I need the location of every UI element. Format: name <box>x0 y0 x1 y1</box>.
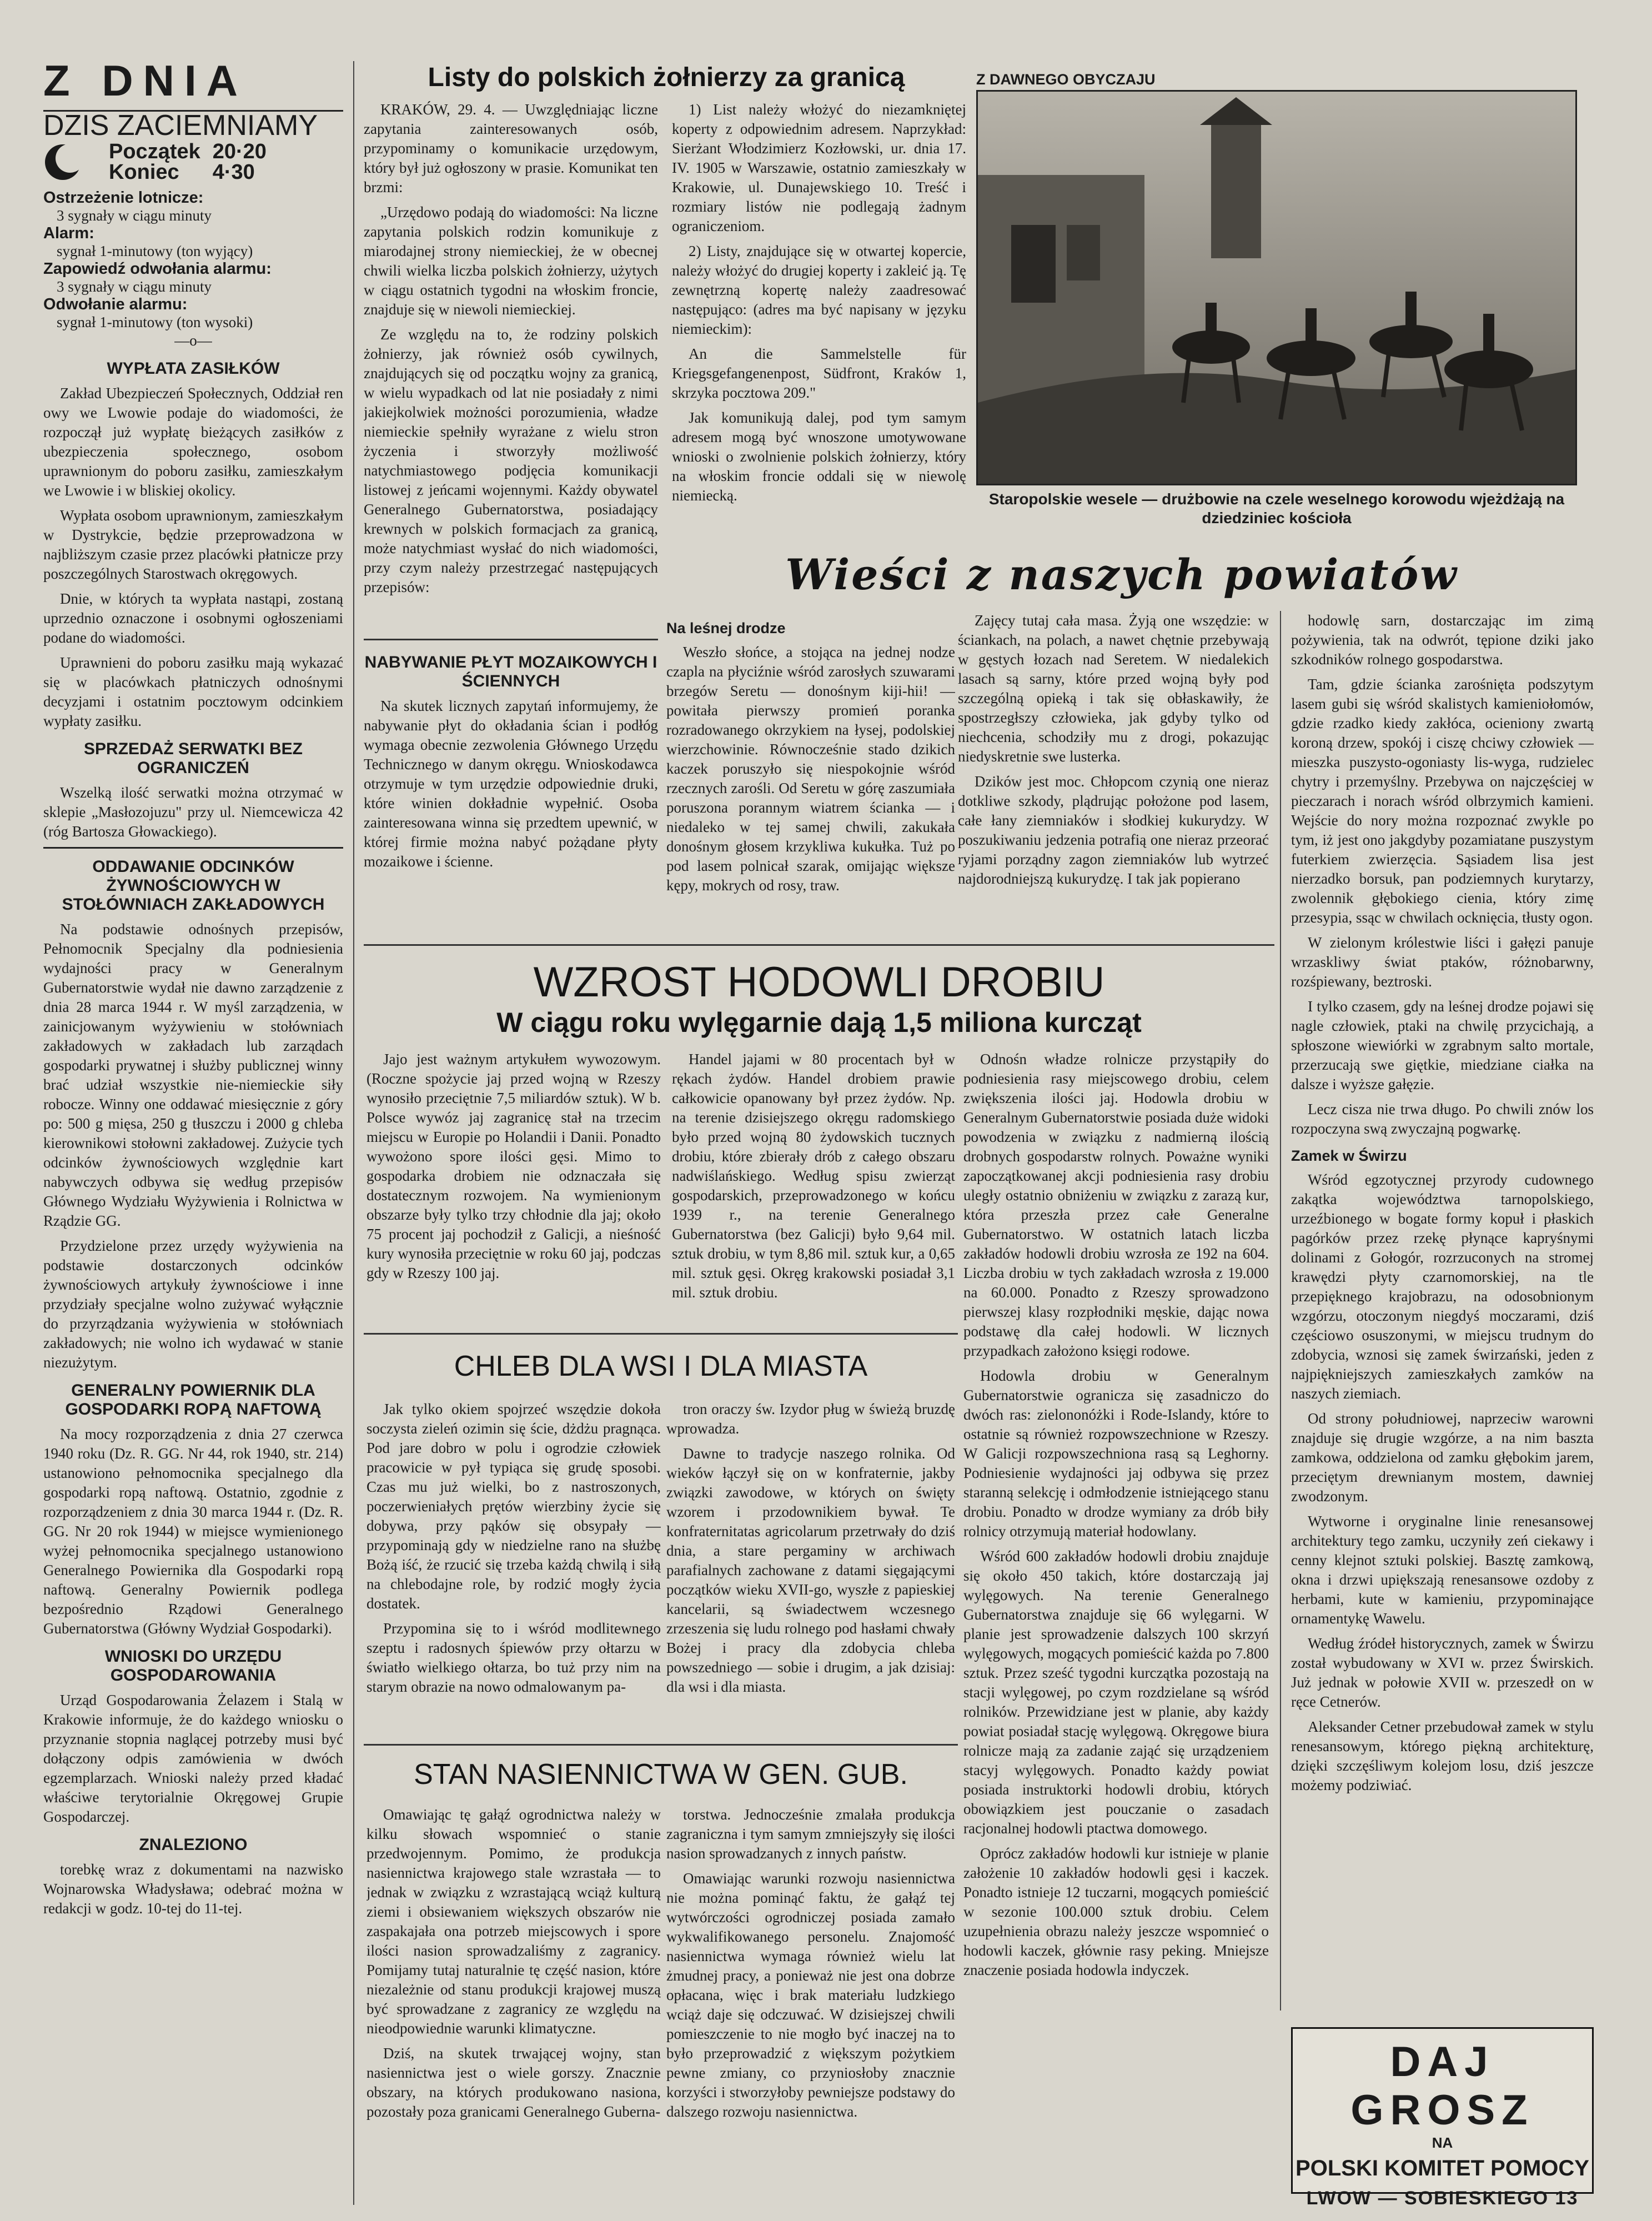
blackout-heading: DZIS ZACIEMNIAMY <box>43 109 318 142</box>
alarm-list <box>43 189 343 331</box>
bread-rule <box>364 1333 958 1335</box>
paragraph: Oprócz zakładów hodowli kur istnieje w planie założenie 10 zakładów hodowli gęsi i kaczek. Ponadto istnieje 12 tuczarni, mogących pomieścić w sezonie 100.000 sztuk drobiu. Celem uzupełnienia obrazu należy jeszcze wspomnieć o hodowli kaczek, głównie rasy peking. Mniejsze znaczenie posiada hodowla indyczek. <box>963 1845 1269 1978</box>
paragraph: Według źródeł historycznych, zamek w Świrzu został wybudowany w XVI w. przez Świrskich. Już jednak w połowie XVII w. przeszedł on w ręce Cetnerów. <box>1291 1635 1594 1710</box>
bread-col-2 <box>666 1400 955 1733</box>
news-col-3 <box>1291 611 1594 2022</box>
paragraph: W zielonym królestwie liści i gałęzi panuje wrzaskliwy świat ptaków, różnobarwny, rozśpiewany, beztroski. <box>1291 934 1594 990</box>
news-col-1 <box>666 611 955 944</box>
paragraph: Jak tylko okiem spojrzeć wszędzie dokoła soczysta zieleń ozimin się ście, dżdżu pragnąca. Pod jare dobro w polu i ogrodzie człowiek pracowicie w pył typiąca się grudę sposobi. Czas mu już wielki, bo z nastroszonych, poczerwieniałych prętów wierzbiny życie się dobywa, przy pąków się obsypały — przypominają gdy w niedzielne rano na służbę Bożą iść, że rzucić się trzeba każdą chwilą i siłą na chlebodajne role, by rodzić mogły życia dostatek. <box>366 1401 661 1612</box>
wedding-illustration <box>976 90 1577 485</box>
seeds-rule <box>364 1744 958 1746</box>
paragraph: Dnie, w których ta wypłata nastąpi, zostaną uprzednio oznaczone i osobnymi ogłoszeniami podane do wiadomości. <box>43 590 343 646</box>
paragraph: Na skutek licznych zapytań informujemy, że nabywanie płyt do okładania ścian i podłóg wymaga obecnie zezwolenia Głównego Urzędu Technicznego w danym okręgu. Wnioskodawca otrzymuje w tym urzędzie odpowiednie druki, które winien dokładnie wypełnić. Osoba zainteresowana winna się przedtem upewnić, w której firmie można nabyć pożądane płyty mozaikowe i ścienne. <box>364 698 658 870</box>
end-label: Koniec <box>109 161 179 184</box>
paragraph: tron oraczy św. Izydor pług w świeżą bruzdę wprowadza. <box>666 1401 955 1437</box>
ad-line: DAJ GROSZ <box>1350 2038 1534 2134</box>
letters-col-2 <box>672 100 966 533</box>
paragraph: Omawiając tę gałąź ogrodnictwa należy w kilku słowach wspomnieć o stanie przedwojennym. Pomimo, że produkcja nasiennictwa krajowego stale wzrastała — to jednak w związku z wzrastającą wciąż kulturą ziemi i obsiewaniem większych obszarów nie zaspakajała ona potrzeb miejscowych i spore ilości nasion sprowadzaliśmy z zagranicy. Pomijamy tutaj naturalnie tę część nasion, które niezależnie od stanu produkcji krajowej muszą być sprowadzane z zagranicy ze względu na nieodpowiednie warunki klimatyczne. <box>366 1806 661 2037</box>
paragraph: Wśród 600 zakładów hodowli drobiu znajduje się około 450 takich, które dostarczają jaj wylęgowych. Na terenie Generalnego Gubernatorstwa znajduje się 66 wylęgarni. W planie jest sprowadzenie dalszych 100 skrzyń wylęgowych, mogących pomieścić każda po 7.800 sztuk. Przez sześć tygodni kurczątka pozostają na stacji wylęgowej, po czym rozdzielane są wśród rolników. Przewidziane jest w planie, aby każdy powiat posiadał stację wylęgową. Okręgowe biura rolnicze mają za zadanie zająć się urządzeniem stacyj wylęgowych. Ponadto każdy powiat posiada instruktorki hodowli drobiu, których obowiązkiem jest pouczanie o zasadach racjonalnej hodowli ptactwa domowego. <box>963 1548 1269 1837</box>
poultry-col-2 <box>672 1050 955 1327</box>
paragraph: Tam, gdzie ścianka zarośnięta podszytym lasem gubi się wśród skalistych kamieniołomów, gdzie rzadko kiedy zakłóca, ocieniony zwartą koroną drzew, spokój i ciszę chciwy człowiek — mieszka puszysto-ogoniasty lis-wyga, rudzielec chytry i przemyślny. Przebywa on najczęściej w pieczarach i norach wśród olbrzymich kamieni. Wejście do nory można rozpoznać zwykle po tym, iż jest ono jakgdyby pozamiatane puszystym futerkiem zwierzęcia. Sąsiadem lisa jest nierzadko borsuk, pan podziemnych kurytarzy, zwolennik głębokiego cienia, który zimę przesypia, ssąc w chwilach ocknięcia, tłusty ogon. <box>1291 676 1594 926</box>
ad-line: NA <box>1432 2134 1453 2151</box>
tiles-column <box>364 644 658 933</box>
ad-line: LWOW — SOBIESKIEGO 13 <box>1306 2188 1579 2209</box>
paragraph: Aleksander Cetner przebudował zamek w stylu renesansowym, którego piękną architekturę, dzięki szczęśliwym kolejom losu, dziś jeszcze możemy podziwiać. <box>1291 1718 1594 1793</box>
paragraph: I tylko czasem, gdy na leśnej drodze pojawi się nagle człowiek, ptaki na chwilę przycichają, a spłoszone wiewiórki w zgrabnym salto mortale, przerzucają swe giętkie, miedziane ciałka na dalsze i wyższe gałęzie. <box>1291 998 1594 1092</box>
bread-col-1 <box>366 1400 661 1733</box>
paragraph: Jak komunikują dalej, pod tym samym adresem mogą być wnoszone umotywowane wnioski o zwolnienie polskich żołnierzy, który na włoskim froncie oddali się w niewolę niemiecką. <box>672 409 966 504</box>
seeds-col-2 <box>666 1805 955 2205</box>
letters-headline: Listy do polskich żołnierzy za granicą <box>428 63 905 92</box>
seeds-headline: STAN NASIENNICTWA W GEN. GUB. <box>414 1758 908 1791</box>
section-heading: SPRZEDAŻ SERWATKI BEZ OGRANICZEŃ <box>84 740 303 777</box>
paragraph: Wypłata osobom uprawnionym, zamieszkałym w Dystrykcie, będzie przeprowadzona w najbliższym czasie przez placówki płatnicze przy poszczególnych Starostwach okręgowych. <box>43 507 343 582</box>
paragraph: Dzików jest moc. Chłopcom czynią one nieraz dotkliwe szkody, plądrując położone pod lasem, całe łany ziemniaków i słodkiej kukurydzy. W poszukiwaniu jedzenia potrafią one nieraz przeorać ryjami porządny zagon ziemniaków lub wytrzeć najdorodniejszą kukurydzę. I tak jak popierano <box>958 773 1269 887</box>
relief-committee-ad <box>1291 2027 1594 2209</box>
photo-caption: Staropolskie wesele — drużbowie na czele weselnego korowodu wjeżdżają na dziedziniec kościoła <box>988 490 1565 527</box>
left-column <box>43 56 343 2205</box>
poultry-subheadline: W ciągu roku wylęgarnie dają 1,5 miliona kurcząt <box>496 1007 1142 1038</box>
section-heading: WNIOSKI DO URZĘDU GOSPODAROWANIA <box>104 1647 282 1684</box>
news-headline: Wieści z naszych powiatów <box>785 550 1458 599</box>
paragraph: Hodowla drobiu w Generalnym Gubernatorstwie ogranicza się zasadniczo do dwóch ras: zielononóżki i Rode-Islandy, które to ostatnie są również rozpowszechnione w Rzeszy. W Galicji rozpowszechniona rasą są Leghorny. Podniesienie wydajności jaj odbywa się przez staranną selekcję i odmłodzenie istniejącego stanu drobiu. Ponadto w drodze wymiany za drób biły rolnicy otrzymują materiał hodowlany. <box>963 1367 1269 1540</box>
paragraph: Na podstawie odnośnych przepisów, Pełnomocnik Specjalny dla podniesienia wydajności pracy w Generalnym Gubernatorstwie wydał nie dawno zarządzenie z dnia 28 marca 1944 r. W myśl zarządzenia, w zainicjowanym wyżywieniu w stołówniach zakładowych w zakładach lub zarządach gospodarki prywatnej i służby publicznej winny brać udział wszystkie nie-niemieckie siły robocze. Winny one oddawać miesięcznie z góry po: 500 g mięsa, 250 g tłuszczu i 2000 g chleba kierownikowi stołowni zakładowej. Zużycie tych odcinków żywnościowych względnie kart nabywczych odbywa się według przepisów Głównego Wydziału Wyżywienia i Rolnictwa w Rządzie GG. <box>43 921 343 1229</box>
column-divider <box>1280 611 1281 2011</box>
ornament: —o— <box>174 332 212 349</box>
paragraph: Omawiając warunki rozwoju nasiennictwa nie można pominąć faktu, że gałąź tej wytwórczości ogrodniczej posiada zamało wykwalifikowanego personelu. Znajomość nasiennictwa wymaga również wielu lat żmudnej pracy, a ponieważ nie jest ona dobrze opłacana, więc i brak materiału ludzkiego wciąż daje się odczuwać. W dzisiejszej chwili pomieszczenie to nie mogło być inaczej na to było przeprowadzić z większym pożytkiem pewne zmiany, co przyniosłoby znacznie korzyści i stworzyłoby pewniejsze podstawy do dalszego rozwoju nasiennictwa. <box>666 1870 955 2120</box>
paragraph: hodowlę sarn, dostarczając im zimą pożywienia, tak na odwrót, tępione dziki jako szkodników rolnego gospodarstwa. <box>1291 612 1594 668</box>
paragraph: Przydzielone przez urzędy wyżywienia na podstawie dostarczonych odcinków żywnościowych artykuły żywnościowe i inne przydziały specjalne wolno zużywać wyłącznie do przyrządzania wyżywienia w stołówniach zakładowych; nie wolno ich wydawać w stanie niezużytym. <box>43 1237 343 1371</box>
paragraph: Weszło słońce, a stojąca na jednej nodze czapla na płyciźnie wśród zarosłych szuwarami brzegów Seretu — donośnym kiji-hii! — powitała pierwszy promień poranka rozradowanego okrzykiem na łysej, podolskiej wierzchowinie. Równocześnie stado dzikich kaczek poruszyło się niespokojnie wśród rzecznych zarośli. Od Seretu w górę zaszumiała poruszona porannym wiatrem ścianka — i niedaleko w tej samej chwili, zakukała donośnym głosem krzykliwa kukułka. Tuż po pod lasem polnicał szarak, omijając większe kępy, mokrych od rosy, traw. <box>666 644 955 894</box>
paragraph: Wszelką ilość serwatki można otrzymać w sklepie „Masłozojuzu" przy ul. Niemcewicza 42 (róg Bartosza Głowackiego). <box>43 784 343 840</box>
tiles-heading: NABYWANIE PŁYT MOZAIKOWYCH I ŚCIENNYCH <box>364 653 657 690</box>
section-heading: GENERALNY POWIERNIK DLA GOSPODARKI ROPĄ NAFTOWĄ <box>65 1381 322 1418</box>
section-heading: ZNALEZIONO <box>139 1836 248 1854</box>
paragraph: KRAKÓW, 29. 4. — Uwzględniając liczne zapytania zainteresowanych osób, przypominamy o komunikacie urzędowym, który był już ogłoszony w prasie. Komunikat ten brzmi: <box>364 101 658 195</box>
paragraph: Uprawnieni do poboru zasiłku mają wykazać się w placówkach płatniczych odnośnymi decyzjami i ostatnim pocztowym odcinkiem wypłaty zasiłku. <box>43 654 343 729</box>
alert-item: Alarm: sygnał 1-minutowy (ton wyjący) <box>43 224 253 259</box>
alert-item: Ostrzeżenie lotnicze: 3 sygnały w ciągu minuty <box>43 189 212 224</box>
paragraph: Urząd Gospodarowania Żelazem i Stalą w Krakowie informuje, że do każdego wniosku o przyznanie stopnia naglącej potrzeby musi być dołączony odpis zamówienia w dwóch egzemplarzach. Wnioski należy przed kładać właściwe terytorialnie Okręgowej Grupie Gospodarczej. <box>43 1692 343 1825</box>
section-rule <box>43 847 343 849</box>
paragraph: 1) List należy włożyć do niezamkniętej koperty z odpowiednim adresem. Naprzykład: Sierżant Włodzimierz Kozłowski, ur. dnia 17. IV. 1905 w Warszawie, ostatnio zamieszkały w Krakowie, ul. Dunajewskiego 10. Treść i rozmiary listów nie podlegają żadnym ograniczeniom. <box>672 101 966 234</box>
news-subheading: Na leśnej drodze <box>666 620 786 636</box>
tiles-rule <box>364 639 658 640</box>
paragraph: Wśród egzotycznej przyrody cudownego zakątka województwa tarnopolskiego, urzeźbionego w bogate formy kopuł i płaskich pagórków przez rzekę płynące kapryśnymi dolinami z Gołogór, rozrzuconych na stromej krawędzi płyty czarnomorskiej, na tle przepięknego krajobrazu, na odosobnionym wzgórzu, otoczonym niegdyś moczarami, dziś częściowo osuszonymi, w miejscu trudnym do zdobycia, wznosi się zamek świrzański, jeden z najpiękniejszych zamieszkałych zamków na naszych ziemiach. <box>1291 1171 1594 1402</box>
section-heading: ODDAWANIE ODCINKÓW ŻYWNOŚCIOWYCH W STOŁÓWNIACH ZAKŁADOWYCH <box>62 858 325 914</box>
paragraph: Zajęcy tutaj cała masa. Żyją one wszędzie: w ściankach, na polach, a nawet chętnie przebywają w gęstych łozach nad Seretem. W niedalekich lasach są sarny, które przed wojną były pod szczególną opieką i tak się obłaskawiły, że spostrzegłszy człowieka, jak gdyby tylko od niechcenia, schodziły mu z drogi, pokazując niedyskretnie swe lusterka. <box>958 612 1269 765</box>
paragraph: Odnośn władze rolnicze przystąpiły do podniesienia rasy miejscowego drobiu, celem zwiększenia ilości jaj. Hodowla drobiu w Generalnym Gubernatorstwie posiada duże widoki powodzenia w związku z nadmierną ilością drobnych gospodarstw rolnych. Poważne wyniki zapoczątkowanej akcji podniesienia rasy drobiu uległy ostatnio obniżeniu w związku z zarazą kur, która przeszła przez całe Generalne Gubernatorstwo. W ostatnich latach liczba zakładów hodowli drobiu wzrosła ze 192 na 604. Liczba drobiu w tych zakładach wzrosła z 19.000 na 60.000. Ponadto z Rzeszy sprowadzono pierwszej klasy rozpłodniki męskie, dając nowa podstawę dla całej hodowli. W licznych przypadkach założono księgi rodowe. <box>963 1051 1269 1359</box>
paragraph: „Urzędowo podają do wiadomości: Na liczne zapytania polskich rodzin komunikuje z miarodajnej strony niemieckiej, że w obecnej chwili wielka liczba polskich żołnierzy, użytych w ciągu ostatnich tygodni na włoskim froncie, znajduje się w niewoli niemieckiej. <box>364 204 658 318</box>
bread-headline: CHLEB DLA WSI I DLA MIASTA <box>454 1350 868 1382</box>
paragraph: Od strony południowej, naprzeciw warowni znajduje się drugie wzgórze, a na nim baszta zamkowa, oddzielona od zamku głębokim jarem, przeciętym drewnianym mostem, dawniej zwodzonym. <box>1291 1410 1594 1505</box>
news-subheading: Zamek w Świrzu <box>1291 1147 1407 1164</box>
paragraph: Zakład Ubezpieczeń Społecznych, Oddział ren owy we Lwowie podaje do wiadomości, że rozpoczął już wypłatę bieżących zasiłków z ubezpieczenia społecznego, osobom uprawnionym do poboru zasiłku, zamieszkałym we Lwowie i w bliskiej okolicy. <box>43 385 343 499</box>
start-time: 20·20 <box>212 140 267 163</box>
paragraph: Wytworne i oryginalne linie renesansowej architektury tego zamku, uczyniły zeń ciekawy i cenny klejnot sztuki polskiej. Basztę zamkową, okna i drzwi upiększają renesansowe ozdoby z herbami, kute w kamieniu, przypominające ornamentykę Wawelu. <box>1291 1513 1594 1627</box>
start-label: Początek <box>109 140 200 163</box>
section-heading: WYPŁATA ZASIŁKÓW <box>107 359 280 378</box>
seeds-col-1 <box>366 1805 661 2205</box>
poultry-headline: WZROST HODOWLI DROBIU <box>533 959 1105 1006</box>
paragraph: 2) Listy, znajdujące się w otwartej kopercie, należy włożyć do drugiej koperty i zakleić ją. Tę zewnętrzną kopertę należy zaadresować następująco: (adres ma być napisany w języku niemieckim): <box>672 243 966 337</box>
letters-col-1 <box>364 100 658 633</box>
z-dnia-title: Z DNIA <box>43 56 248 105</box>
photo-kicker: Z DAWNEGO OBYCZAJU <box>976 71 1156 88</box>
poultry-rule <box>364 944 1274 946</box>
blackout-times <box>102 141 273 183</box>
paragraph: torebkę wraz z dokumentami na nazwisko Wojnarowska Władysława; odebrać można w redakcji w godz. 10-tej do 11-tej. <box>43 1861 343 1917</box>
paragraph: Dawne to tradycje naszego rolnika. Od wieków łączył się on w konfraternie, jakby związki zawodowe, w których on święty wzorem i przodownikiem bywał. Te konfraternitatas agricolarum przetrwały do dziś dnia, a stare pergaminy w archiwach parafialnych zachowane z datami sięgającymi początków wieku XVII-go, wyszłe z papieskiej kancelarii, są świadectwem wczesnego zrzeszenia się ludu rolnego pod hasłami chwały Bożej i pracy dla zdobycia chleba powszedniego — sobie i drugim, a jak dzisiaj: dla wsi i dla miasta. <box>666 1445 955 1695</box>
paragraph: Przypomina się to i wśród modlitewnego szeptu i radosnych śpiewów przy ołtarzu w światło wielkiego ołtarza, bo tuż przy nim na starym obrazie na nowo odmalowanym pa- <box>366 1620 661 1695</box>
alert-item: Odwołanie alarmu: sygnał 1-minutowy (ton wysoki) <box>43 295 253 330</box>
paragraph: Jajo jest ważnym artykułem wywozowym. (Roczne spożycie jaj przed wojną w Rzeszy wynosiło przeciętnie 7,5 miliardów sztuk). W b. Polsce wywóz jaj zagranicę stał na trzecim miejscu w Europie po Holandii i Danii. Ponadto wywożono spore ilości gęsi. Mimo to gospodarka drobiem nie odznaczała się dostatecznym rozwojem. Na wymienionym obszarze były tylko trzy chłodnie dla jaj; około 75 procent jaj pochodził z Galicji, a nieśność kury wynosiła przeciętnie w roku 60 jaj, podczas gdy w Rzeszy 100 jaj. <box>366 1051 661 1281</box>
paragraph: An die Sammelstelle für Kriegsgefangenenpost, Südfront, Kraków 1, skrzyka pocztowa 209." <box>672 345 966 401</box>
end-time: 4·30 <box>212 161 255 184</box>
poultry-col-3 <box>963 1050 1269 2205</box>
paragraph: Na mocy rozporządzenia z dnia 27 czerwca 1940 roku (Dz. R. GG. Nr 44, rok 1940, str. 214) ustanowiono pełnomocnika specjalnego dla gospodarki ropą naftową. Ostatnio, zgodnie z rozporządzeniem z dnia 30 marca 1944 r. (Dz. R. GG. Nr 20 rok 1944) w miejsce wymienionego wyżej pełnomocnika specjalnego ustanowiono Generalnego Powiernika dla Gospodarki ropą naftową. Generalny Powiernik podlega bezpośrednio Rządowi Generalnego Gubernatorstwa (Główny Wydział Gospodarki). <box>43 1426 343 1637</box>
paragraph: Dziś, na skutek trwającej wojny, stan nasiennictwa jest o wiele gorszy. Znacznie obszary, na których produkowano nasiona, pozostały poza granicami Generalnego Guberna- <box>366 2045 661 2120</box>
paragraph: Lecz cisza nie trwa długo. Po chwili znów los rozpoczyna swą zwyczajną pogwarkę. <box>1291 1101 1594 1137</box>
paragraph: Ze względu na to, że rodziny polskich żołnierzy, jak również osób cywilnych, znajdujących się od początku wojny za granicą, w wielu wypadkach od lat nie posiadały z nimi jakiejkolwiek możności porozumienia, władze niemieckie spełniły wyrażane z wielu stron życzenia i stworzyły możliwość natychmiastowego podjęcia komunikacji listowej z jeńcami wojennymi. Każdy obywatel Generalnego Gubernatorstwa, posiadający krewnych w polskich formacjach za granicą, może natychmiast wysłać do nich wiadomości, przy czym należy przestrzegać następujących przepisów: <box>364 326 658 595</box>
ad-line: POLSKI KOMITET POMOCY <box>1296 2156 1589 2180</box>
paragraph: Handel jajami w 80 procentach był w rękach żydów. Handel drobiem prawie całkowicie opanowany był przez żydów. Np. na terenie dzisiejszego okręgu radomskiego było przed wojną 80 żydowskich tucznych drobiu, które zbierały drób z całego obszaru nadwiślańskiego. Według spisu zwierząt gospodarskich, przeprowadzonego w końcu 1939 r., na terenie Generalnego Gubernatorstwa (bez Galicji) było 9,64 mil. sztuk drobiu, w tym 8,86 mil. sztuk kur, a 0,65 mil. sztuk gęsi. Okręg krakowski posiadał 3,1 mil. sztuk drobiu. <box>672 1051 955 1301</box>
poultry-col-1 <box>366 1050 661 1327</box>
engraving-illustration <box>978 92 1575 484</box>
column-divider <box>353 61 354 2205</box>
news-col-2 <box>958 611 1269 944</box>
paragraph: torstwa. Jednocześnie zmalała produkcja zagraniczna i tym samym zmniejszyły się ilości nasion sprowadzanych z innych państw. <box>666 1806 955 1862</box>
alert-item: Zapowiedź odwołania alarmu: 3 sygnały w ciągu minuty <box>43 260 272 295</box>
moon-icon <box>43 143 82 182</box>
